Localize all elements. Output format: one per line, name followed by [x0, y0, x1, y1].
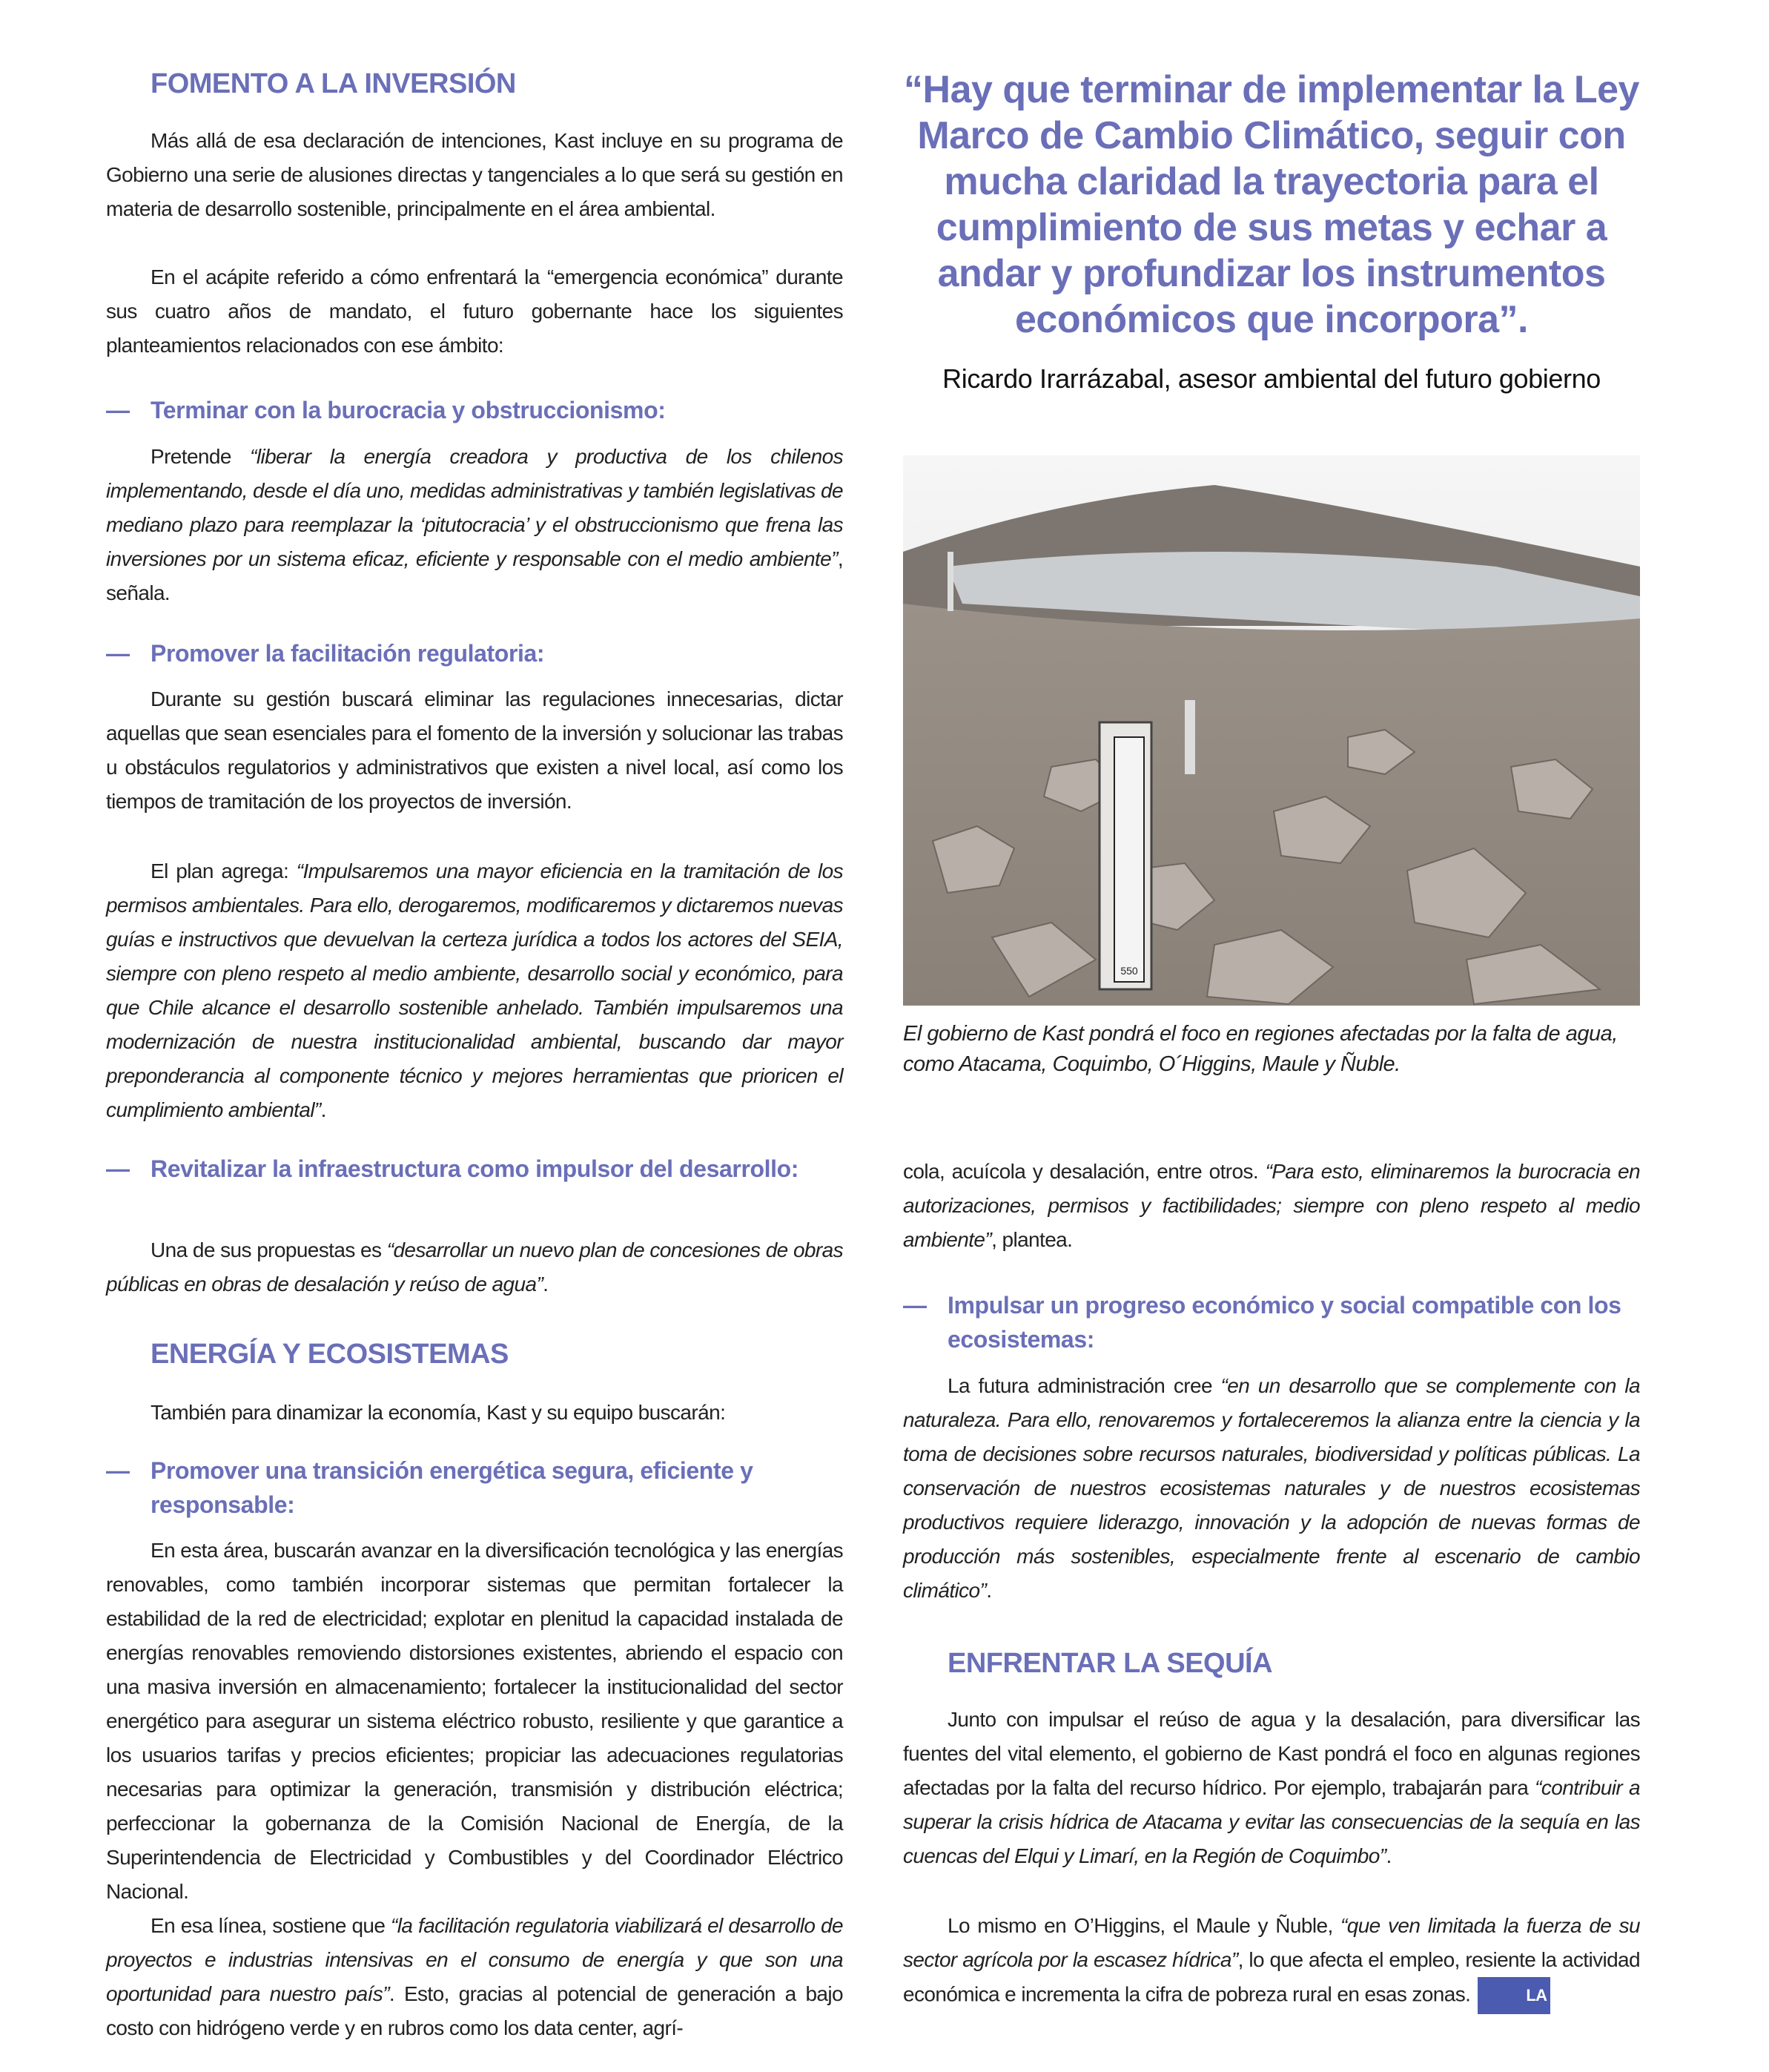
paragraph: Más allá de esa declaración de intenciones, Kast incluye en su programa de Gobierno una serie de alusiones directas y tangenciales a lo que será su gestión en materia de desarrollo sostenible, principalmente en el área ambiental. [106, 129, 843, 220]
quote-attribution: Ricardo Irarrázabal, asesor ambiental del futuro gobierno [942, 363, 1601, 394]
section-title-fomento: FOMENTO A LA INVERSIÓN [151, 68, 516, 99]
subheading-facilitacion: — Promover la facilitación regulatoria: [106, 640, 545, 667]
photo-caption: El gobierno de Kast pondrá el foco en regiones afectadas por la falta de agua, como Atacama, Coquimbo, O´Higgins, Maule y Ñuble. [903, 1022, 1618, 1076]
section-title-energia: ENERGÍA Y ECOSISTEMAS [151, 1339, 509, 1370]
subheading-progreso: — Impulsar un progreso económico y social compatible con los ecosistemas: [903, 1292, 1621, 1353]
photo-illustration [903, 455, 1640, 1006]
paragraph: Junto con impulsar el reúso de agua y la desalación, para diversificar las fuentes del vital elemento, el gobierno de Kast pondrá el foco en algunas regiones afectadas por la falta del recurso hídrico. Por ejemplo, trabajarán para “contribuir a superar la crisis hídrica de Atacama y evitar las consecuencias de la sequía en las cuencas del Elqui y Limarí, en la Región de Coquimbo”. [903, 1708, 1640, 1867]
subheading-burocracia: — Terminar con la burocracia y obstruccionismo: [106, 397, 666, 423]
section-title-sequia: ENFRENTAR LA SEQUÍA [948, 1648, 1273, 1679]
subheading-transicion: — Promover una transición energética segura, eficiente y responsable: [106, 1457, 753, 1518]
paragraph: Una de sus propuestas es “desarrollar un nuevo plan de concesiones de obras públicas en obras de desalación y reúso de agua”. [106, 1238, 843, 1296]
gauge-label: 550 [1120, 965, 1138, 977]
paragraph: En esta área, buscarán avanzar en la diversificación tecnológica y las energías renovables, como también incorporar sistemas que permitan fortalecer la estabilidad de la red de electricidad; explotar en plenitud la capacidad instalada de energías renovables removiendo distorsiones existentes, abriendo el espacio con una masiva inversión en almacenamiento; fortalecer la institucionalidad del sector energético para asegurar un sistema eléctrico robusto, resiliente y que garantice a los usuarios tarifas y precios eficientes; propiciar las adecuaciones regulatorias necesarias para optimizar la generación, transmisión y distribución eléctrica; perfeccionar la gobernanza de la Comisión Nacional de Energía, de la Superintendencia de Electricidad y Combustibles y del Coordinador Eléctrico Nacional. [106, 1539, 843, 1903]
subheading-text: Promover una transición energética segura, eficiente y responsable: [151, 1457, 753, 1518]
reservoir-photo [903, 455, 1640, 1006]
subheading-text: Promover la facilitación regulatoria: [151, 640, 545, 667]
paragraph: Durante su gestión buscará eliminar las regulaciones innecesarias, dictar aquellas que sean esenciales para el fomento de la inversión y solucionar las trabas u obstáculos regulatorios y administrativos que existen a nivel local, así como los tiempos de tramitación de los proyectos de inversión. [106, 687, 844, 813]
paragraph: El plan agrega: “Impulsaremos una mayor eficiencia en la tramitación de los permisos ambientales. Para ello, derogaremos, modificaremos y dictaremos nuevas guías e instructivos que devuelvan la certeza jurídica a todos los actores del SEIA, siempre con pleno respeto al medio ambiente, desarrollo social y económico, para que Chile alcance el desarrollo sostenible anhelado. También impulsaremos una modernización de nuestra institucionalidad ambiental, buscando dar mayor preponderancia al componente técnico y mejores herramientas que prioricen el cumplimiento ambiental”. [106, 860, 844, 1121]
paragraph: La futura administración cree “en un desarrollo que se complemente con la naturaleza. Para ello, renovaremos y fortaleceremos la alianza entre la ciencia y la toma de decisiones sobre recursos naturales, biodiversidad y políticas públicas. La conservación de nuestros ecosistemas naturales y de nuestros ecosistemas productivos requiere liderazgo, innovación y la adopción de nuevas formas de producción más sostenibles, especialmente frente al escenario de cambio climático”. [903, 1374, 1640, 1602]
paragraph: También para dinamizar la economía, Kast y su equipo buscarán: [151, 1401, 726, 1424]
pull-quote: “Hay que terminar de implementar la Ley Marco de Cambio Climático, seguir con mucha claridad la trayectoria para el cumplimiento de sus metas y echar a andar y profundizar los instrumentos económicos que incorpora”. [904, 68, 1639, 341]
paragraph: En el acápite referido a cómo enfrentará la “emergencia económica” durante sus cuatro años de mandato, el futuro gobernante hace los siguientes planteamientos relacionados con ese ámbito: [106, 265, 843, 357]
paragraph: cola, acuícola y desalación, entre otros. “Para esto, eliminaremos la burocracia en autorizaciones, permisos y factibilidades; siempre con pleno respeto al medio ambiente”, plantea. [903, 1160, 1640, 1251]
paragraph: En esa línea, sostiene que “la facilitación regulatoria viabilizará el desarrollo de proyectos e industrias intensivas en el consumo de energía y que son una oportunidad para nuestro país”. Esto, gracias al potencial de generación a bajo costo con hidrógeno verde y en rubros como los data center, agrí- [106, 1914, 843, 2039]
subheading-text: Impulsar un progreso económico y social compatible con los ecosistemas: [948, 1292, 1621, 1353]
subheading-text: Terminar con la burocracia y obstruccionismo: [151, 397, 666, 423]
paragraph: Lo mismo en O’Higgins, el Maule y Ñuble, “que ven limitada la fuerza de su sector agrícola por la escasez hídrica”, lo que afecta el empleo, resiente la actividad económica e incrementa la cifra de pobreza rural en esas zonas. LA [903, 1909, 1640, 2014]
subheading-infraestructura: — Revitalizar la infraestructura como impulsor del desarrollo: [106, 1155, 799, 1182]
subheading-text: Revitalizar la infraestructura como impulsor del desarrollo: [151, 1155, 799, 1182]
paragraph: Pretende “liberar la energía creadora y productiva de los chilenos implementando, desde el día uno, medidas administrativas y también legislativas de mediano plazo para reemplazar la ‘pitutocracia’ y el obstruccionismo que frena las inversiones por un sistema eficaz, eficiente y responsable con el medio ambiente”, señala. [106, 445, 843, 604]
end-logo: LA [1478, 1977, 1550, 2014]
